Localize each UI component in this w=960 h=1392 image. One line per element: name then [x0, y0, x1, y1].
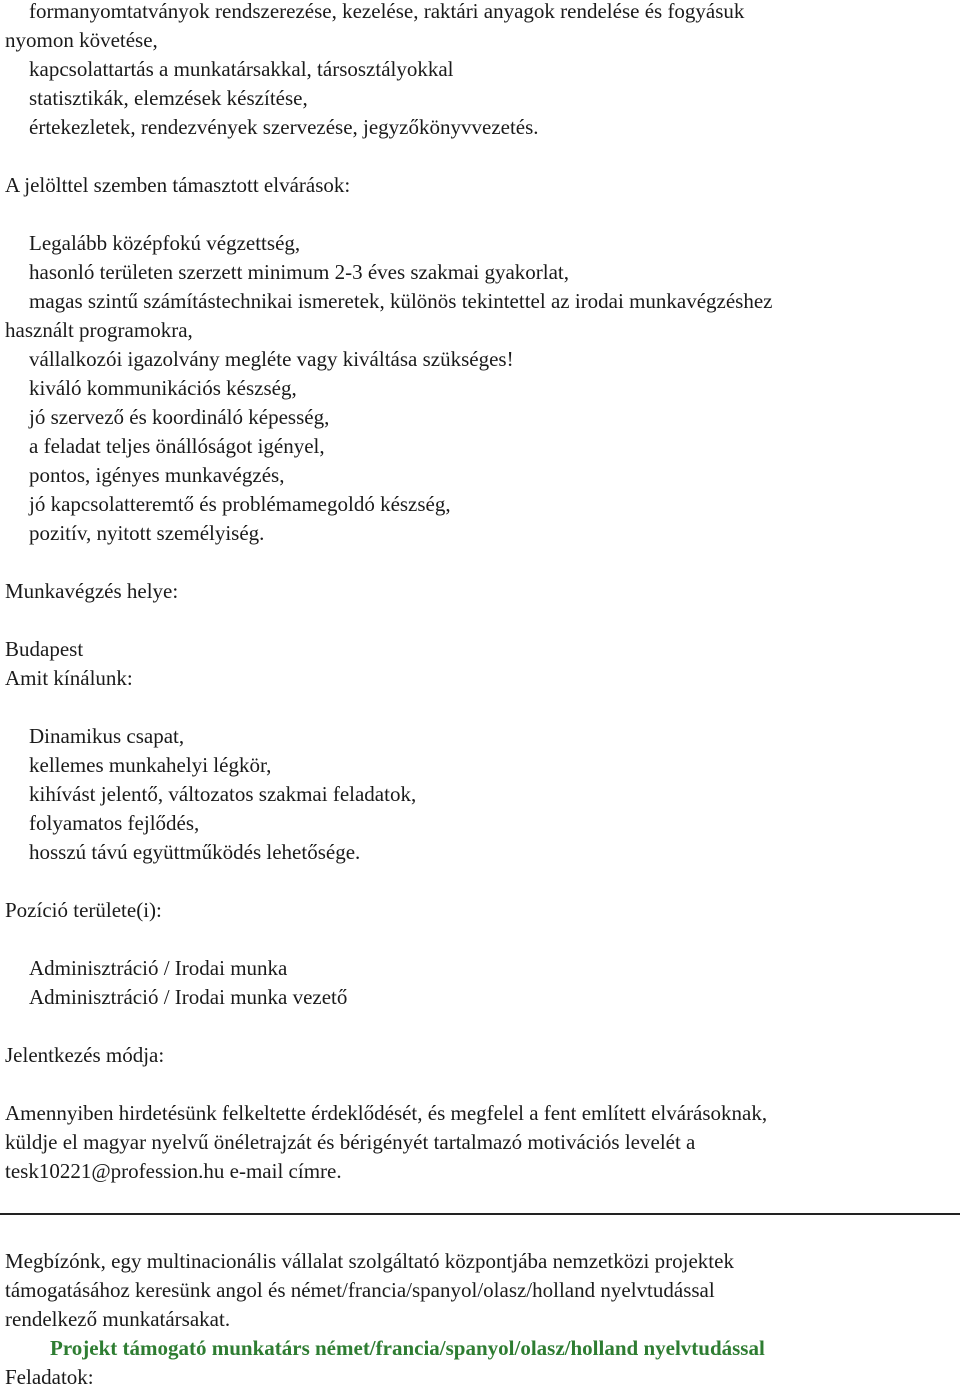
requirements-heading: A jelölttel szemben támasztott elvárások: [5, 173, 351, 197]
next-ad-title: Projekt támogató munkatárs német/francia/spanyol/olasz/holland nyelvtudással [50, 1336, 765, 1360]
offer-heading: Amit kínálunk: [5, 666, 133, 690]
requirement-item: pozitív, nyitott személyiség. [29, 521, 265, 545]
position-area-item: Adminisztráció / Irodai munka [29, 956, 288, 980]
requirement-item-continuation: használt programokra, [5, 318, 193, 342]
next-ad-intro: rendelkező munkatársakat. [5, 1307, 231, 1331]
requirement-item: pontos, igényes munkavégzés, [29, 463, 285, 487]
application-heading: Jelentkezés módja: [5, 1043, 165, 1067]
offer-item: hosszú távú együttműködés lehetősége. [29, 840, 361, 864]
requirement-item: hasonló területen szerzett minimum 2-3 éves szakmai gyakorlat, [29, 260, 569, 284]
offer-item: kihívást jelentő, változatos szakmai feladatok, [29, 782, 417, 806]
location-heading: Munkavégzés helye: [5, 579, 179, 603]
duty-item: kapcsolattartás a munkatársakkal, társosztályokkal [29, 57, 454, 81]
application-text: Amennyiben hirdetésünk felkeltette érdeklődését, és megfelel a fent említett elvárásoknak, [5, 1101, 768, 1125]
requirement-item: jó szervező és koordináló képesség, [29, 405, 330, 429]
requirement-item: a feladat teljes önállóságot igényel, [29, 434, 325, 458]
application-text: küldje el magyar nyelvű önéletrajzát és bérigényét tartalmazó motivációs levelét a [5, 1130, 696, 1154]
location-value: Budapest [5, 637, 84, 661]
position-area-item: Adminisztráció / Irodai munka vezető [29, 985, 348, 1009]
offer-item: Dinamikus csapat, [29, 724, 185, 748]
application-email-line: tesk10221@profession.hu e-mail címre. [5, 1159, 342, 1183]
offer-item: kellemes munkahelyi légkör, [29, 753, 272, 777]
requirement-item: magas szintű számítástechnikai ismeretek, különös tekintettel az irodai munkavégzéshez [29, 289, 773, 313]
requirement-item: jó kapcsolatteremtő és problémamegoldó készség, [29, 492, 451, 516]
next-ad-intro: Megbízónk, egy multinacionális vállalat szolgáltató központjába nemzetközi projektek [5, 1249, 734, 1273]
next-ad-intro: támogatásához keresünk angol és német/francia/spanyol/olasz/holland nyelvtudással [5, 1278, 715, 1302]
requirement-item: vállalkozói igazolvány megléte vagy kiváltása szükséges! [29, 347, 514, 371]
duty-item: formanyomtatványok rendszerezése, kezelése, raktári anyagok rendelése és fogyásuk [29, 0, 745, 23]
requirement-item: Legalább középfokú végzettség, [29, 231, 301, 255]
position-area-heading: Pozíció területe(i): [5, 898, 162, 922]
offer-item: folyamatos fejlődés, [29, 811, 200, 835]
duty-item: értekezletek, rendezvények szervezése, jegyzőkönyvvezetés. [29, 115, 539, 139]
requirement-item: kiváló kommunikációs készség, [29, 376, 297, 400]
duty-item-continuation: nyomon követése, [5, 28, 158, 52]
section-divider [0, 1213, 960, 1215]
next-ad-duties-heading: Feladatok: [5, 1365, 94, 1389]
duty-item: statisztikák, elemzések készítése, [29, 86, 308, 110]
